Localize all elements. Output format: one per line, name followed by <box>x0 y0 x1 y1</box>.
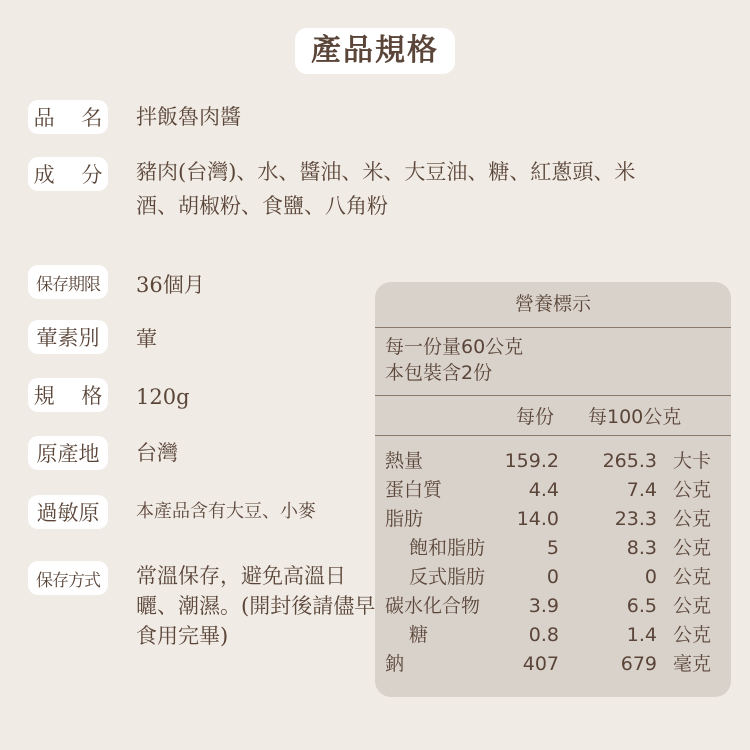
name-value: 拌飯魯肉醬 <box>136 105 241 129</box>
unit: 公克 <box>673 595 712 617</box>
per-serving-value: 407 <box>522 653 559 675</box>
per-serving-value: 0.8 <box>528 624 559 646</box>
origin-value: 台灣 <box>136 441 178 465</box>
nutrition-row <box>375 650 731 678</box>
storage-value: 常溫保存，避免高溫日曬、潮濕。(開封後請儘早食用完畢) <box>136 564 376 648</box>
per-serving-value: 4.4 <box>528 479 559 501</box>
per-100g-value: 679 <box>620 653 657 675</box>
per-100g-value: 1.4 <box>626 624 657 646</box>
nutrient-name: 鈉 <box>385 653 405 675</box>
size-label: 規 格 <box>28 378 108 412</box>
unit: 公克 <box>673 537 712 559</box>
nutrition-row <box>375 476 731 504</box>
divider <box>375 395 731 396</box>
name-label: 品 名 <box>28 100 108 134</box>
nutrient-name: 碳水化合物 <box>385 595 481 617</box>
nutrition-title: 營養標示 <box>514 293 591 315</box>
col-per-serving: 每份 <box>516 406 555 428</box>
storage-label: 保存方式 <box>28 561 108 595</box>
col-per-100g: 每100公克 <box>588 406 682 428</box>
per-100g-value: 23.3 <box>614 508 657 530</box>
nutrient-name: 反式脂肪 <box>409 566 486 588</box>
nutrition-row <box>375 447 731 475</box>
unit: 公克 <box>673 566 712 588</box>
divider <box>375 435 731 436</box>
diet-type-label: 葷素別 <box>28 320 108 354</box>
nutrient-name: 蛋白質 <box>385 479 443 501</box>
serving-size: 每一份量60公克 <box>385 336 524 358</box>
serving-info <box>385 334 523 386</box>
servings-per-pack: 本包裝含2份 <box>385 362 493 384</box>
unit: 毫克 <box>673 653 712 675</box>
nutrient-name: 脂肪 <box>385 508 424 530</box>
unit: 大卡 <box>673 450 712 472</box>
ingredients-label: 成 分 <box>28 157 108 191</box>
nutrition-row <box>375 505 731 533</box>
nutrient-name: 飽和脂肪 <box>409 537 486 559</box>
page-title: 產品規格 <box>295 28 455 74</box>
origin-label: 原產地 <box>28 436 108 470</box>
per-100g-value: 265.3 <box>602 450 657 472</box>
per-100g-value: 8.3 <box>626 537 657 559</box>
allergen-value: 本產品含有大豆、小麥 <box>136 501 316 522</box>
nutrient-name: 糖 <box>409 624 429 646</box>
unit: 公克 <box>673 479 712 501</box>
nutrition-row <box>375 534 731 562</box>
per-serving-value: 3.9 <box>528 595 559 617</box>
per-serving-value: 5 <box>546 537 559 559</box>
shelf-life-value: 36個月 <box>136 273 205 297</box>
per-serving-value: 14.0 <box>516 508 559 530</box>
unit: 公克 <box>673 624 712 646</box>
per-100g-value: 6.5 <box>626 595 657 617</box>
nutrition-row <box>375 592 731 620</box>
per-serving-value: 0 <box>546 566 559 588</box>
size-value: 120g <box>136 385 190 409</box>
nutrient-name: 熱量 <box>385 450 424 472</box>
diet-type-value: 葷 <box>136 327 157 351</box>
per-100g-value: 7.4 <box>626 479 657 501</box>
unit: 公克 <box>673 508 712 530</box>
nutrition-facts-panel <box>375 282 731 697</box>
per-serving-value: 159.2 <box>504 450 559 472</box>
shelf-life-label: 保存期限 <box>28 265 108 299</box>
divider <box>375 327 731 328</box>
per-100g-value: 0 <box>644 566 657 588</box>
nutrition-row <box>375 563 731 591</box>
ingredients-value: 豬肉(台灣)、水、醬油、米、大豆油、糖、紅蔥頭、米酒、胡椒粉、食鹽、八角粉 <box>136 160 636 218</box>
nutrition-row <box>375 621 731 649</box>
allergen-label: 過敏原 <box>28 495 108 529</box>
